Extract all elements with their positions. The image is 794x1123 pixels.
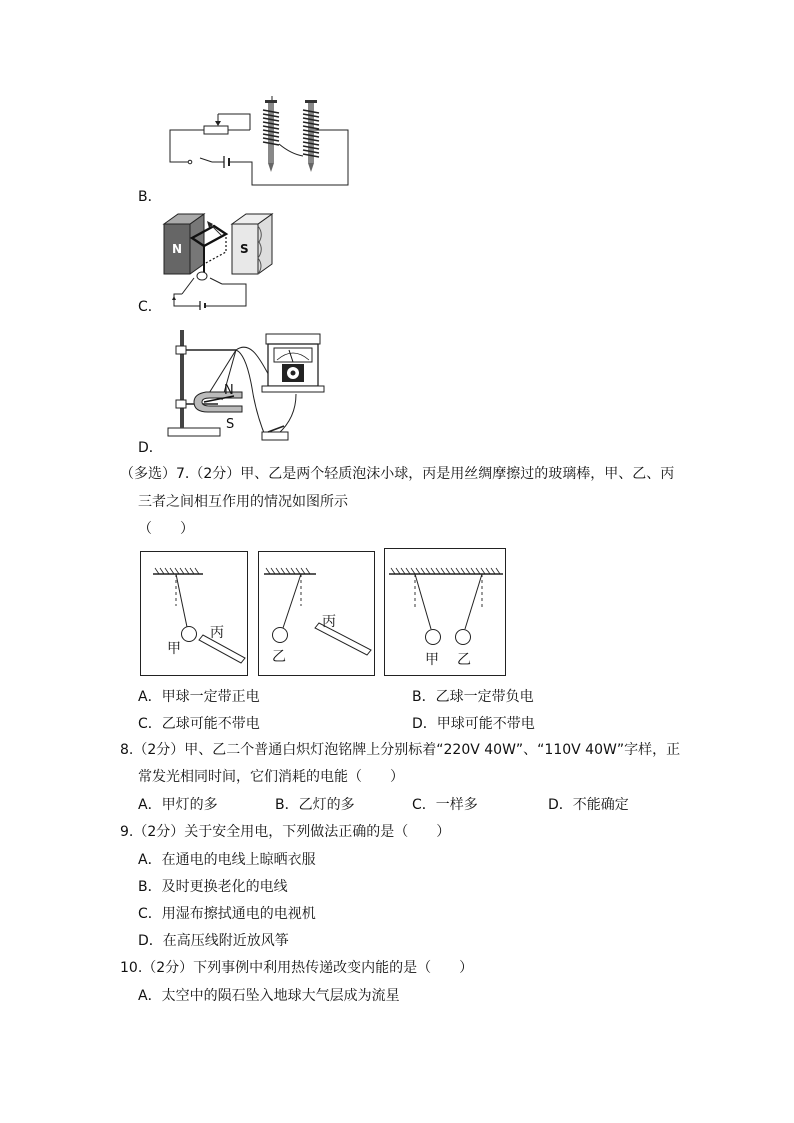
q9-option-c[interactable]: C．用湿布擦拭通电的电视机 <box>138 906 316 922</box>
q7-panel3-drawing <box>385 549 507 677</box>
q7-answer-blank: （ ） <box>138 521 194 537</box>
q7-figure-panel-1 <box>140 551 248 676</box>
q8-option-b[interactable]: B．乙灯的多 <box>275 797 355 813</box>
figure-d-induction <box>166 328 326 446</box>
q7-option-d[interactable]: D．甲球可能不带电 <box>412 716 535 732</box>
q8-option-a[interactable]: A．甲灯的多 <box>138 797 218 813</box>
magnet-n-label: N <box>172 242 183 256</box>
q9-option-a[interactable]: A．在通电的电线上晾晒衣服 <box>138 852 316 868</box>
q9-stem: 9.（2分）关于安全用电，下列做法正确的是（ ） <box>120 824 451 840</box>
q7-p3-yi: 乙 <box>457 652 471 668</box>
option-d-label[interactable]: D． <box>138 440 163 456</box>
q7-panel1-drawing <box>141 552 249 677</box>
q10-stem: 10.（2分）下列事例中利用热传递改变内能的是（ ） <box>120 960 474 976</box>
q8-option-d[interactable]: D．不能确定 <box>548 797 629 813</box>
figure-c-motor <box>164 212 274 310</box>
fig-d-s-label: S <box>226 417 235 432</box>
q7-stem-line2: 三者之间相互作用的情况如图所示 <box>138 494 348 510</box>
q9-option-d[interactable]: D．在高压线附近放风筝 <box>138 933 289 949</box>
q9-option-b[interactable]: B．及时更换老化的电线 <box>138 879 288 895</box>
q7-stem-line1: （多选）7.（2分）甲、乙是两个轻质泡沫小球，丙是用丝绸摩擦过的玻璃棒，甲、乙、丙 <box>120 466 675 482</box>
q7-option-c[interactable]: C．乙球可能不带电 <box>138 716 260 732</box>
q7-option-b[interactable]: B．乙球一定带负电 <box>412 689 534 705</box>
q7-p2-bing: 丙 <box>322 614 336 630</box>
q8-stem-line2: 常发光相同时间，它们消耗的电能（ ） <box>138 769 404 785</box>
q7-p3-jia: 甲 <box>425 652 439 668</box>
figure-b-electromagnet-circuit <box>160 96 360 191</box>
option-c-label[interactable]: C． <box>138 299 162 315</box>
option-b-label[interactable]: B． <box>138 189 162 205</box>
q7-option-a[interactable]: A．甲球一定带正电 <box>138 689 260 705</box>
q8-stem-line1: 8.（2分）甲、乙二个普通白炽灯泡铭牌上分别标着“220V 40W”、“110V 40W”字样，正 <box>120 742 681 758</box>
fig-d-n-label: N <box>224 383 234 398</box>
magnet-s-label: S <box>240 242 249 256</box>
q10-option-a[interactable]: A．太空中的陨石坠入地球大气层成为流星 <box>138 988 400 1004</box>
q7-p2-yi: 乙 <box>272 649 286 665</box>
q8-option-c[interactable]: C．一样多 <box>412 797 478 813</box>
q7-figure-panel-3 <box>384 548 506 676</box>
q7-p1-bing: 丙 <box>210 625 224 641</box>
q7-p1-jia: 甲 <box>167 641 181 657</box>
